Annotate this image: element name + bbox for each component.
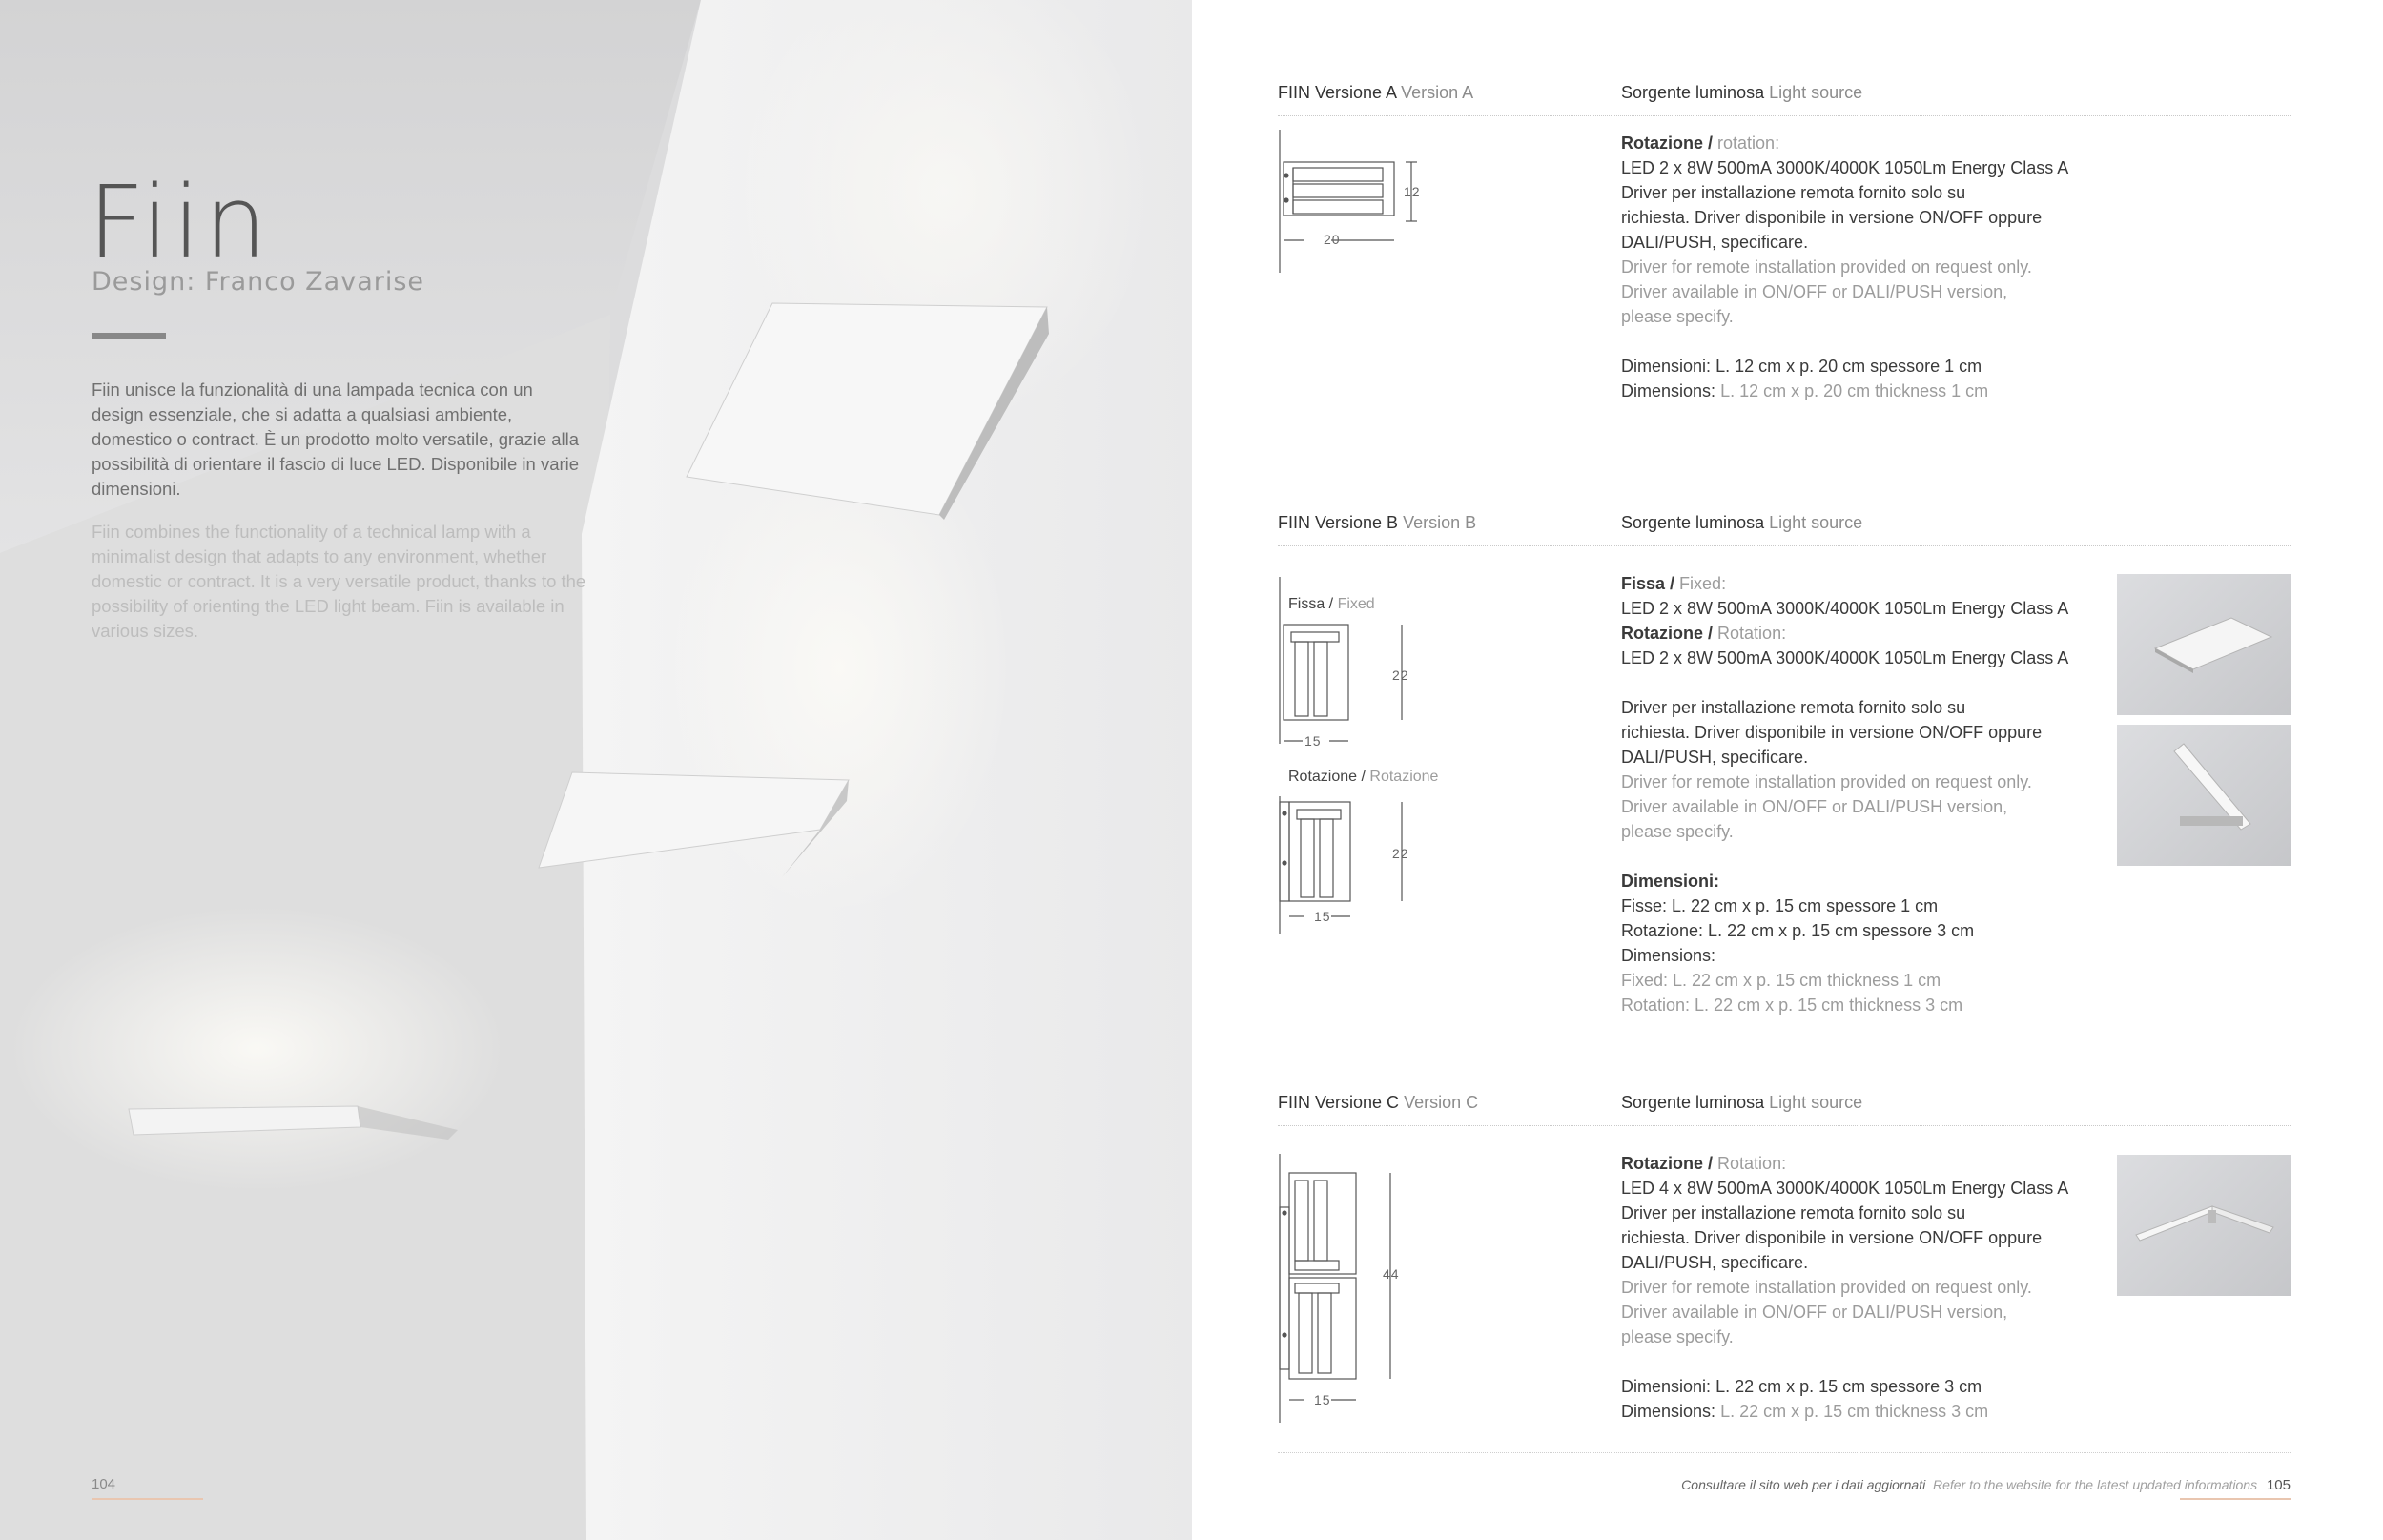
section-a-driver-en-3: please specify. (1621, 307, 1734, 326)
section-c-led: LED 4 x 8W 500mA 3000K/4000K 1050Lm Energy Class A (1621, 1179, 2069, 1198)
section-a-drawing (1276, 130, 1438, 282)
section-b-fixed-label-it: Fissa / (1288, 596, 1334, 612)
section-c-divider (1278, 1125, 2291, 1126)
section-b-driver-it-1: Driver per installazione remota fornito solo su (1621, 698, 1966, 717)
section-a-source-heading (1621, 83, 1862, 103)
section-b-dim-en-label: Dimensions: (1621, 946, 1716, 965)
section-b-rot-label-en: Rotazione (1369, 769, 1439, 785)
section-b-heading (1278, 513, 1476, 533)
section-b-source-en: Light source (1769, 513, 1863, 532)
section-c-driver-it-1: Driver per installazione remota fornito solo su (1621, 1203, 1966, 1222)
section-b-heading-it: FIIN Versione B (1278, 513, 1399, 532)
section-c-dim-it-value: L. 22 cm x p. 15 cm spessore 3 cm (1715, 1377, 1982, 1396)
page-number-left: 104 (92, 1476, 116, 1492)
section-b-fixed-height-dim: 22 (1392, 667, 1409, 683)
section-b-rotation-label (1288, 769, 1438, 786)
section-c-driver-en-3: please specify. (1621, 1327, 1734, 1346)
section-c-driver-en-2: Driver available in ON/OFF or DALI/PUSH version, (1621, 1303, 2008, 1322)
section-b-specs (1621, 571, 2155, 1017)
page-number-right: 105 (2266, 1477, 2291, 1493)
section-b-dim-en-fixed: Fixed: L. 22 cm x p. 15 cm thickness 1 cm (1621, 971, 1941, 990)
section-b-rot-width-dim: 15 (1314, 909, 1331, 924)
section-b-led-rot: LED 2 x 8W 500mA 3000K/4000K 1050Lm Energy Class A (1621, 648, 2069, 667)
section-c-driver-it-3: DALI/PUSH, specificare. (1621, 1253, 1809, 1272)
section-c-dim-en-value: L. 22 cm x p. 15 cm thickness 3 cm (1720, 1402, 1989, 1421)
section-b-fixed-en: Fixed: (1679, 574, 1727, 593)
section-b-rotation-photo (2117, 725, 2291, 866)
section-b-dim-it-fixed: Fisse: L. 22 cm x p. 15 cm spessore 1 cm (1621, 896, 1939, 915)
section-c-heading (1278, 1093, 1478, 1113)
section-b-drawing (1276, 577, 1419, 939)
section-a-rot-it: Rotazione / (1621, 133, 1714, 153)
section-a-heading (1278, 83, 1473, 103)
section-c-specs (1621, 1151, 2155, 1424)
section-a-driver-it-3: DALI/PUSH, specificare. (1621, 233, 1809, 252)
section-b-rot-label-it: Rotazione / (1288, 769, 1366, 785)
section-c-drawing (1276, 1154, 1419, 1430)
section-a-height-dim: 12 (1404, 184, 1421, 199)
section-c-width-dim: 15 (1314, 1392, 1331, 1407)
page-number-underline (92, 1498, 203, 1500)
section-b-source-it: Sorgente luminosa (1621, 513, 1765, 532)
title-divider (92, 333, 166, 339)
section-c-photo (2117, 1155, 2291, 1296)
footer-note (1681, 1477, 2291, 1493)
section-b-driver-it-3: DALI/PUSH, specificare. (1621, 748, 1809, 767)
section-c-rot-it: Rotazione / (1621, 1154, 1714, 1173)
section-a-dim-it-label: Dimensioni: (1621, 357, 1712, 376)
section-b-rot-it: Rotazione / (1621, 624, 1714, 643)
section-b-rot-en: Rotation: (1717, 624, 1787, 643)
section-b-fixed-width-dim: 15 (1304, 733, 1322, 749)
section-a-heading-it: FIIN Versione A (1278, 83, 1397, 102)
footer-divider (1278, 1452, 2291, 1453)
section-a-source-it: Sorgente luminosa (1621, 83, 1765, 102)
section-b-dim-en-rot: Rotation: L. 22 cm x p. 15 cm thickness 3 cm (1621, 996, 1963, 1015)
section-a-driver-en-2: Driver available in ON/OFF or DALI/PUSH version, (1621, 282, 2008, 301)
section-c-dim-en-label: Dimensions: (1621, 1402, 1716, 1421)
description-english: Fiin combines the functionality of a technical lamp with a minimalist design that adapts to any environment, whether domestic or contract. It is a very versatile product, thanks to the possibility of orienting the LED light beam. Fiin is available in various sizes. (92, 522, 586, 641)
section-c-driver-en-1: Driver for remote installation provided on request only. (1621, 1278, 2032, 1297)
section-b-dim-it-label: Dimensioni: (1621, 872, 1720, 891)
section-c-heading-it: FIIN Versione C (1278, 1093, 1400, 1112)
section-c-driver-it-2: richiesta. Driver disponibile in versione ON/OFF oppure (1621, 1228, 2043, 1247)
section-a-rot-en: rotation: (1717, 133, 1780, 153)
section-b-driver-en-2: Driver available in ON/OFF or DALI/PUSH version, (1621, 797, 2008, 816)
section-b-fixed-label-en: Fixed (1337, 596, 1375, 612)
designer-credit: Design: Franco Zavarise (92, 267, 425, 297)
section-a-heading-en: Version A (1401, 83, 1474, 102)
section-c-height-dim: 44 (1383, 1266, 1400, 1282)
section-b-led-fixed: LED 2 x 8W 500mA 3000K/4000K 1050Lm Energy Class A (1621, 599, 2069, 618)
section-a-driver-it-2: richiesta. Driver disponibile in versione ON/OFF oppure (1621, 208, 2043, 227)
section-c-heading-en: Version C (1404, 1093, 1479, 1112)
product-title: Fiin (88, 164, 271, 280)
section-b-dim-it-rot: Rotazione: L. 22 cm x p. 15 cm spessore 3 cm (1621, 921, 1975, 940)
section-a-driver-it-1: Driver per installazione remota fornito solo su (1621, 183, 1966, 202)
section-a-divider (1278, 115, 2291, 116)
section-c-rot-en: Rotation: (1717, 1154, 1787, 1173)
section-b-source-heading (1621, 513, 1862, 533)
section-c-source-it: Sorgente luminosa (1621, 1093, 1765, 1112)
section-b-heading-en: Version B (1403, 513, 1477, 532)
footer-text-it: Consultare il sito web per i dati aggiornati (1681, 1477, 1926, 1492)
section-a-dim-en-label: Dimensions: (1621, 381, 1716, 400)
footer-text-en: Refer to the website for the latest updated informations (1932, 1477, 2258, 1492)
section-b-divider (1278, 545, 2291, 546)
section-b-driver-en-1: Driver for remote installation provided on request only. (1621, 772, 2032, 791)
description-italian: Fiin unisce la funzionalità di una lampada tecnica con un design essenziale, che si adatta a qualsiasi ambiente, domestico o contract. È un prodotto molto versatile, grazie alla possibilità di orientare il fascio di luce LED. Disponibile in varie dimensioni. (92, 380, 580, 499)
section-b-driver-en-3: please specify. (1621, 822, 1734, 841)
section-b-driver-it-2: richiesta. Driver disponibile in versione ON/OFF oppure (1621, 723, 2043, 742)
section-a-driver-en-1: Driver for remote installation provided on request only. (1621, 257, 2032, 277)
section-a-led: LED 2 x 8W 500mA 3000K/4000K 1050Lm Energy Class A (1621, 158, 2069, 177)
section-a-dim-it-value: L. 12 cm x p. 20 cm spessore 1 cm (1715, 357, 1982, 376)
section-c-source-heading (1621, 1093, 1862, 1113)
section-b-rot-height-dim: 22 (1392, 846, 1409, 861)
section-c-dim-it-label: Dimensioni: (1621, 1377, 1712, 1396)
section-a-source-en: Light source (1769, 83, 1863, 102)
section-b-fixed-it: Fissa / (1621, 574, 1675, 593)
section-c-source-en: Light source (1769, 1093, 1863, 1112)
section-a-width-dim: 20 (1324, 232, 1341, 247)
section-b-fixed-photo (2117, 574, 2291, 715)
page-number-right-underline (2180, 1498, 2291, 1500)
section-a-specs (1621, 131, 2155, 403)
section-a-dim-en-value: L. 12 cm x p. 20 cm thickness 1 cm (1720, 381, 1989, 400)
